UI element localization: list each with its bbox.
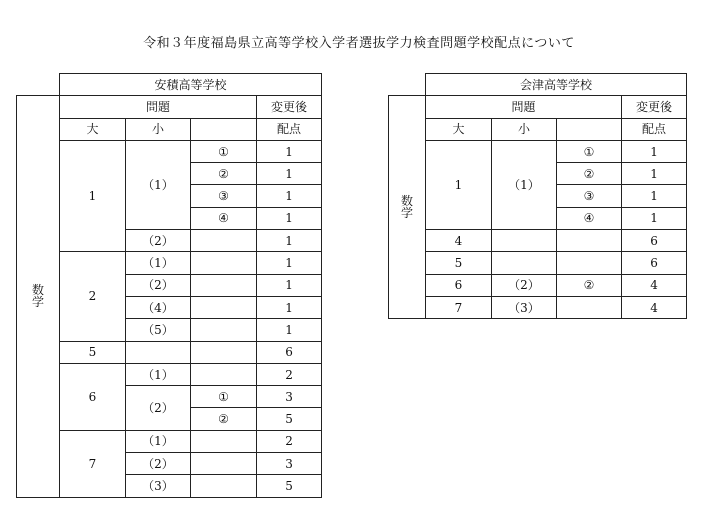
subject-char: 数 (31, 283, 44, 298)
dai-cell: 2 (60, 252, 126, 341)
points-cell: 1 (257, 140, 322, 162)
points-cell: 6 (622, 230, 687, 252)
points-cell: 3 (257, 453, 322, 475)
dai-cell: 6 (426, 274, 492, 296)
sub-cell: ④ (191, 207, 257, 229)
shou-cell (126, 341, 191, 363)
sub-cell: ① (191, 140, 257, 162)
header-henkougo: 変更後 (622, 96, 687, 118)
shou-cell: （2） (126, 453, 191, 475)
shou-cell: （1） (126, 363, 191, 385)
points-cell: 1 (622, 140, 687, 162)
shou-cell: （1） (126, 430, 191, 452)
sub-cell: ③ (557, 185, 622, 207)
subject-char: 学 (400, 206, 413, 221)
sub-cell (191, 363, 257, 385)
sub-cell (191, 453, 257, 475)
points-cell: 4 (622, 274, 687, 296)
shou-cell: （1） (492, 140, 557, 229)
header-shou: 小 (492, 118, 557, 140)
sub-cell: ② (557, 274, 622, 296)
subject-cell (17, 96, 60, 497)
dai-cell: 7 (426, 296, 492, 318)
shou-cell: （1） (126, 252, 191, 274)
subject-cell (389, 96, 426, 319)
shou-cell: （3） (492, 296, 557, 318)
shou-cell: （3） (126, 475, 191, 497)
points-cell: 1 (257, 274, 322, 296)
sub-cell: ① (191, 386, 257, 408)
shou-cell: （2） (492, 274, 557, 296)
document-title: 令和３年度福島県立高等学校入学者選抜学力検査問題学校配点について (143, 36, 575, 51)
header-mondai: 問題 (426, 96, 622, 118)
header-mondai: 問題 (60, 96, 257, 118)
header-haiten: 配点 (257, 118, 322, 140)
points-cell: 1 (622, 163, 687, 185)
points-cell: 3 (257, 386, 322, 408)
points-cell: 1 (622, 207, 687, 229)
dai-cell: 7 (60, 430, 126, 497)
shou-cell: （2） (126, 274, 191, 296)
sub-cell (191, 274, 257, 296)
header-shou: 小 (126, 118, 191, 140)
sub-cell: ④ (557, 207, 622, 229)
dai-cell: 1 (60, 140, 126, 251)
points-cell: 1 (257, 296, 322, 318)
sub-cell (191, 475, 257, 497)
asaka-score-table (16, 73, 322, 498)
sub-cell (191, 230, 257, 252)
dai-cell: 1 (426, 140, 492, 229)
sub-cell: ① (557, 140, 622, 162)
sub-cell (191, 296, 257, 318)
points-cell: 1 (257, 163, 322, 185)
sub-cell (191, 252, 257, 274)
points-cell: 6 (622, 252, 687, 274)
header-blank (557, 118, 622, 140)
dai-cell: 6 (60, 363, 126, 430)
shou-cell (492, 252, 557, 274)
points-cell: 1 (257, 207, 322, 229)
sub-cell (191, 430, 257, 452)
header-dai: 大 (426, 118, 492, 140)
header-blank (191, 118, 257, 140)
shou-cell (492, 230, 557, 252)
points-cell: 1 (622, 185, 687, 207)
sub-cell: ② (191, 163, 257, 185)
shou-cell: （2） (126, 230, 191, 252)
sub-cell: ② (191, 408, 257, 430)
aizu-score-table (388, 73, 687, 319)
shou-cell: （1） (126, 140, 191, 229)
sub-cell (557, 296, 622, 318)
dai-cell: 4 (426, 230, 492, 252)
school-name: 安積高等学校 (60, 74, 322, 96)
points-cell: 6 (257, 341, 322, 363)
points-cell: 1 (257, 185, 322, 207)
subject-char: 数 (400, 194, 413, 209)
points-cell: 4 (622, 296, 687, 318)
school-name: 会津高等学校 (426, 74, 687, 96)
header-dai: 大 (60, 118, 126, 140)
shou-cell: （5） (126, 319, 191, 341)
points-cell: 2 (257, 430, 322, 452)
header-haiten: 配点 (622, 118, 687, 140)
sub-cell: ② (557, 163, 622, 185)
subject-char: 学 (31, 295, 44, 310)
points-cell: 1 (257, 230, 322, 252)
shou-cell: （4） (126, 296, 191, 318)
sub-cell (191, 341, 257, 363)
points-cell: 1 (257, 319, 322, 341)
dai-cell: 5 (426, 252, 492, 274)
points-cell: 5 (257, 408, 322, 430)
sub-cell (557, 252, 622, 274)
points-cell: 2 (257, 363, 322, 385)
points-cell: 5 (257, 475, 322, 497)
points-cell: 1 (257, 252, 322, 274)
shou-cell: （2） (126, 386, 191, 431)
sub-cell: ③ (191, 185, 257, 207)
sub-cell (557, 230, 622, 252)
header-henkougo: 変更後 (257, 96, 322, 118)
dai-cell: 5 (60, 341, 126, 363)
sub-cell (191, 319, 257, 341)
